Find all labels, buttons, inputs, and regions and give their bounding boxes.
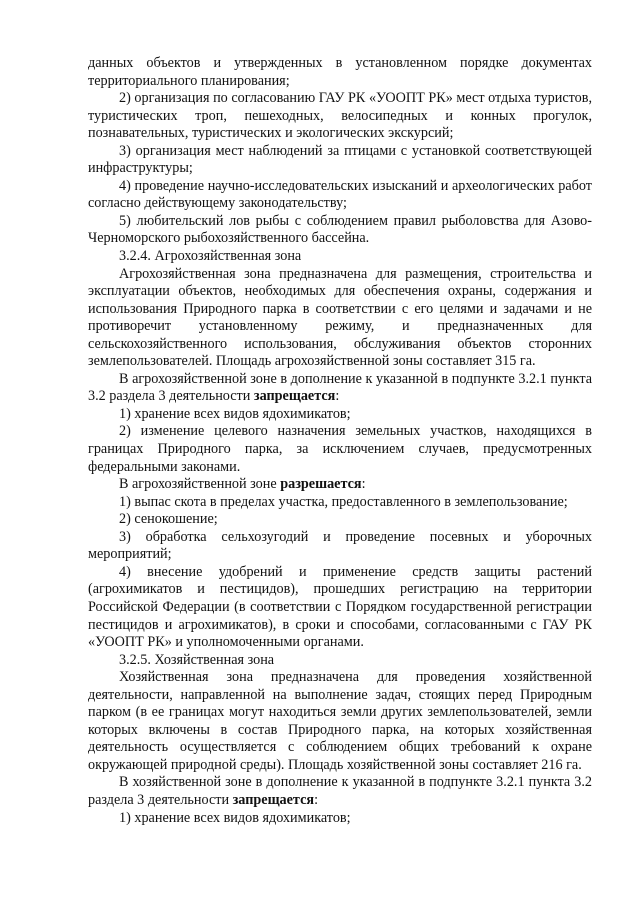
text-run: В хозяйственной зоне в дополнение к указанной в подпункте 3.2.1 пункта 3.2 раздела 3 деятельности [88, 774, 592, 808]
text-run: : [335, 388, 340, 405]
text-run: : [361, 476, 366, 493]
bold-text-run: запрещается [232, 791, 315, 808]
text-run: В агрохозяйственной зоне [119, 476, 281, 493]
text-run: 3.2.5. Хозяйственная зона [119, 651, 275, 668]
text-run: 3.2.4. Агрохозяйственная зона [119, 248, 302, 265]
text-run: 1) выпас скота в пределах участка, предоставленного в землепользование; [119, 493, 568, 510]
paragraph [88, 90, 592, 143]
bold-text-run: запрещается [253, 388, 336, 405]
text-run: : [314, 791, 319, 808]
paragraph [88, 476, 592, 494]
paragraph [88, 494, 592, 512]
text-run: 4) внесение удобрений и применение средств защиты растений (агрохимикатов и пестицидов), прошедших регистрацию на территории Российской Федерации (в соответствии с Порядком государственной регистрации пестицидов и агрохимикатов), в сроки и способами, согласованными с ГАУ РК «УООПТ РК» и уполномоченными органами. [88, 563, 592, 651]
text-run: Агрохозяйственная зона предназначена для размещения, строительства и эксплуатации объектов, необходимых для обеспечения охраны, содержания и использования Природного парка в соответствии с его целями и задачами и не противоречит установленному режиму, и предназначенных для сельскохозяйственного использования, обслуживания объектов сторонних землепользователей. Площадь агрохозяйственной зоны составляет 315 га. [88, 265, 592, 370]
paragraph [88, 810, 592, 828]
paragraph [88, 511, 592, 529]
paragraph [88, 564, 592, 652]
paragraph [88, 652, 592, 670]
text-run: 2) организация по согласованию ГАУ РК «УООПТ РК» мест отдыха туристов, туристических троп, пешеходных, велосипедных и конных прогулок, познавательных, туристических и экологических экскурсий; [88, 90, 592, 142]
bold-text-run: разрешается [280, 476, 362, 493]
paragraph [88, 178, 592, 213]
text-run: 2) сенокошение; [119, 511, 218, 528]
text-run: 2) изменение целевого назначения земельных участков, находящихся в границах Природного парка, за исключением случаев, предусмотренных федеральными законами. [88, 423, 592, 475]
text-run: 1) хранение всех видов ядохимикатов; [119, 809, 351, 826]
text-run: 4) проведение научно-исследовательских изысканий и археологических работ согласно действующему законодательству; [88, 177, 592, 212]
text-run: В агрохозяйственной зоне в дополнение к указанной в подпункте 3.2.1 пункта 3.2 раздела 3 деятельности [88, 370, 592, 405]
paragraph [88, 213, 592, 248]
paragraph [88, 669, 592, 774]
paragraph [88, 529, 592, 564]
paragraph [88, 266, 592, 371]
paragraph [88, 248, 592, 266]
text-run: 3) организация мест наблюдений за птицами с установкой соответствующей инфраструктуры; [88, 142, 592, 177]
paragraph [88, 406, 592, 424]
text-run: 5) любительский лов рыбы с соблюдением правил рыболовства для Азово-Черноморского рыбохозяйственного бассейна. [88, 212, 592, 247]
paragraph [88, 774, 592, 809]
text-run: 1) хранение всех видов ядохимикатов; [119, 405, 351, 422]
text-run: 3) обработка сельхозугодий и проведение посевных и уборочных мероприятий; [88, 528, 592, 563]
paragraph [88, 371, 592, 406]
paragraph [88, 423, 592, 476]
text-run: Хозяйственная зона предназначена для проведения хозяйственной деятельности, направленной на выполнение задач, стоящих перед Природным парком (в ее границах могут находиться земли других землепользователей, земли которых включены в состав Природного парка, на которых хозяйственная деятельность осуществляется с соблюдением общих требований к охране окружающей природной среды). Площадь хозяйственной зоны составляет 216 га. [88, 669, 592, 773]
paragraph [88, 143, 592, 178]
paragraph [88, 55, 592, 90]
text-run: данных объектов и утвержденных в установленном порядке документах территориального планирования; [88, 55, 592, 89]
